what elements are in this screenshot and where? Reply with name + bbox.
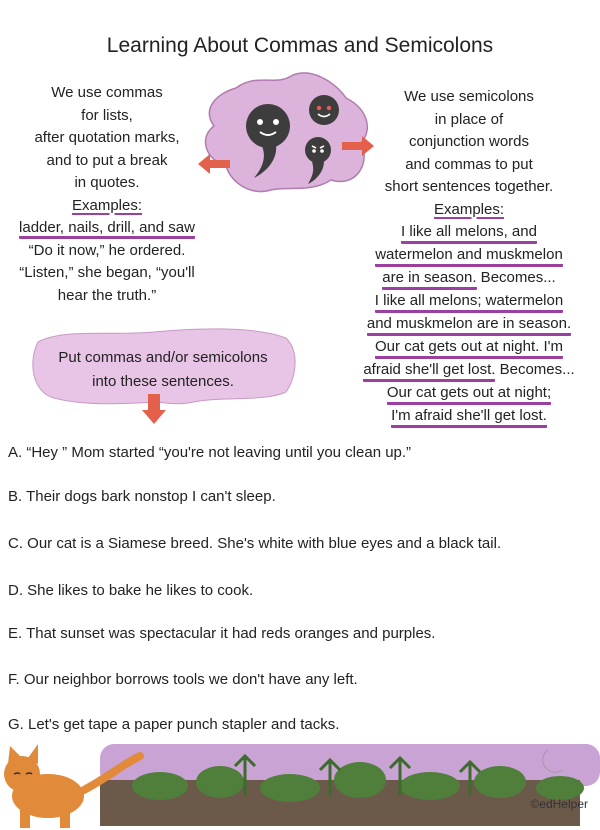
commas-example-list: ladder, nails, drill, and saw [19,219,195,239]
commas-intro-line: We use commas [51,84,163,101]
semicolon-example-line: afraid she'll get lost. [363,361,495,382]
commas-intro-line: after quotation marks, [34,129,180,146]
page-title: Learning About Commas and Semicolons [106,34,494,57]
instruction-line: into these sentences. [92,373,234,390]
becomes-label: Becomes... [495,361,575,378]
semicolon-example-line: watermelon and muskmelon [375,246,563,267]
commas-intro-line: for lists, [81,106,133,124]
semicolon-example-line: and muskmelon are in season. [367,315,571,336]
question-a: A. “Hey ” Mom started “you're not leaving until you clean up.” [8,444,412,461]
semicolons-intro-line: short sentences together. [384,178,554,195]
semicolons-intro-line: in place of [434,110,504,128]
instruction-line: Put commas and/or semicolons [58,349,268,366]
commas-example-quote: “Do it now,” he ordered. [28,241,186,259]
commas-example-break: hear the truth.” [57,286,157,304]
question-g: G. Let's get tape a paper punch stapler and tacks. [8,716,340,733]
semicolon-example-line: Our cat gets out at night. I'm [375,338,563,359]
semicolons-explanation [338,86,600,428]
copyright-label: ©edHelper [530,797,588,811]
semicolons-intro-line: conjunction words [408,133,530,150]
commas-example-break: “Listen,” she began, “you'll [19,264,195,281]
question-c: C. Our cat is a Siamese breed. She's white with blue eyes and a black tail. [8,535,502,552]
semicolon-example-line: I like all melons; watermelon [375,292,563,313]
question-f: F. Our neighbor borrows tools we don't have any left. [8,671,358,688]
question-d: D. She likes to bake he likes to cook. [8,582,254,599]
question-b: B. Their dogs bark nonstop I can't sleep. [8,488,276,505]
garden-scene-illustration [0,736,600,830]
semicolons-intro-line: and commas to put [405,155,533,173]
becomes-label: Becomes... [476,269,556,286]
semicolons-intro-line: We use semicolons [404,88,534,105]
commas-intro-line: and to put a break [46,151,168,169]
commas-examples-label: Examples: [71,196,143,214]
semicolon-example-line: are in season. [382,269,476,290]
semicolons-examples-label: Examples: [433,200,505,218]
question-e: E. That sunset was spectacular it had reds oranges and purples. [8,625,436,642]
instruction-text [38,346,288,394]
semicolon-example-line: I like all melons, and [401,223,537,244]
semicolon-example-line: I'm afraid she'll get lost. [391,407,547,428]
semicolon-example-line: Our cat gets out at night; [387,384,551,405]
commas-explanation [4,82,210,307]
commas-intro-line: in quotes. [74,174,140,191]
